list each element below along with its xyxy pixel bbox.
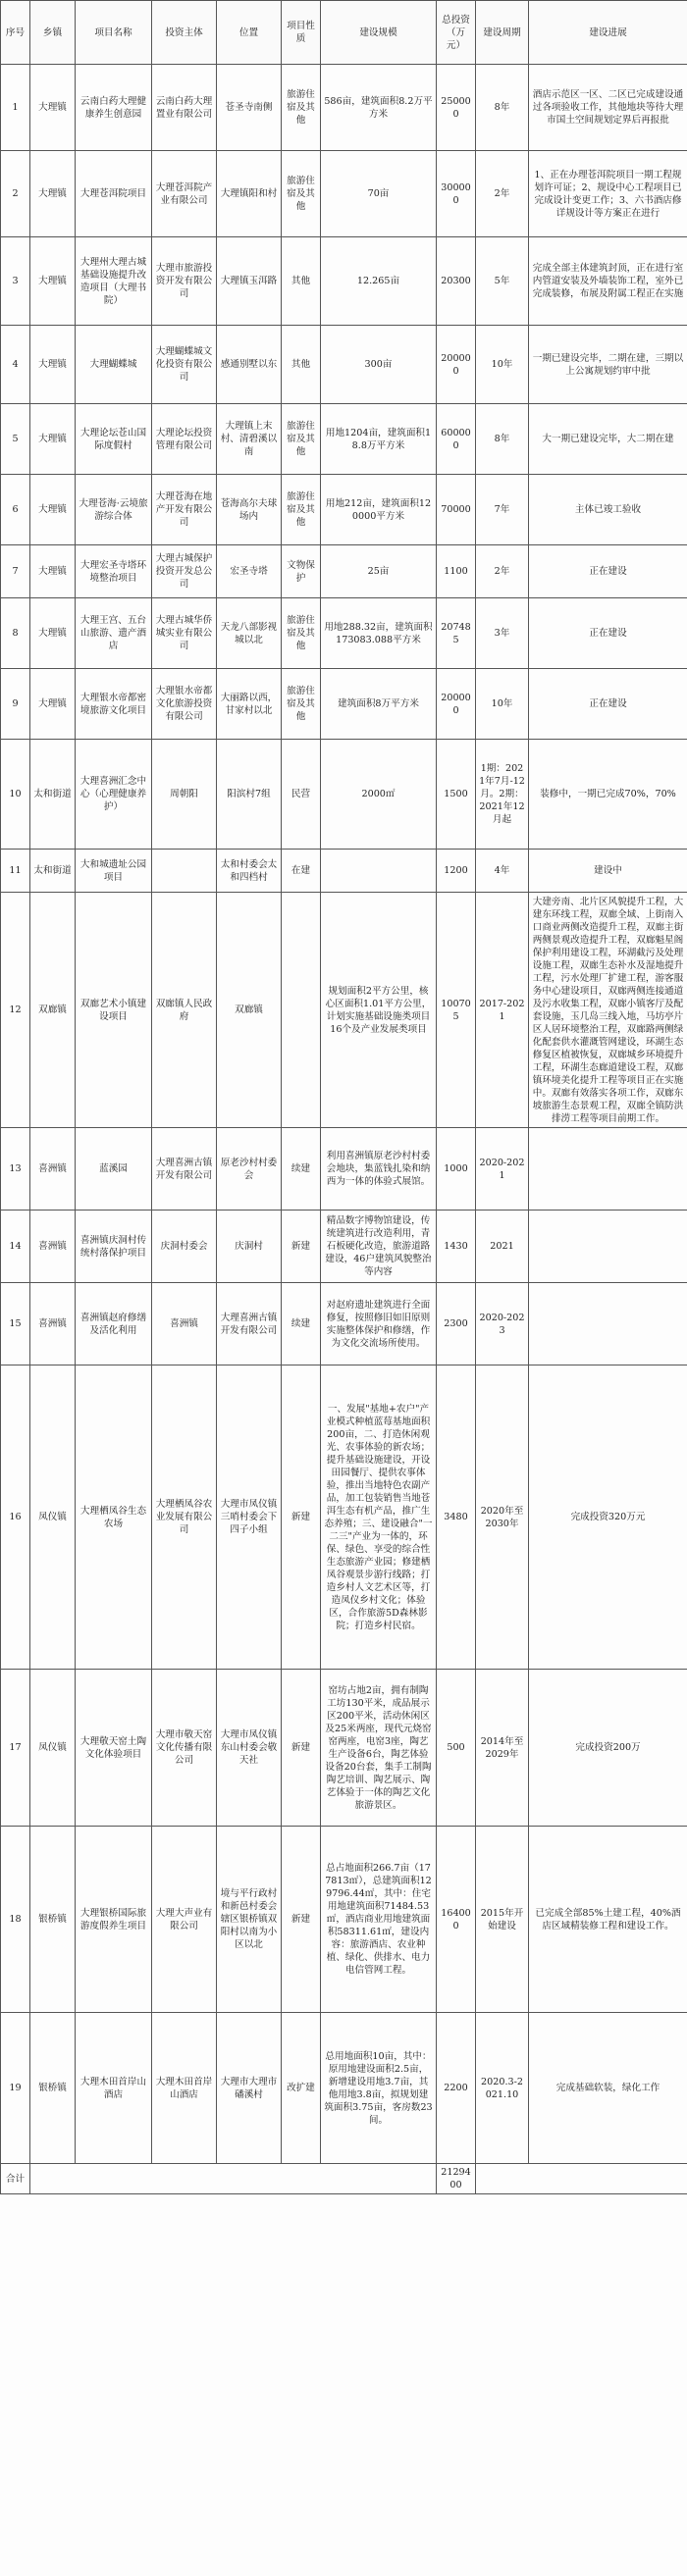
row-nature: 其他 (282, 326, 321, 404)
row-investment: 70000 (437, 475, 476, 545)
header-location: 位置 (217, 1, 282, 65)
row-period: 2020-2023 (476, 1283, 529, 1365)
row-town: 大理镇 (30, 326, 76, 404)
row-town: 大理镇 (30, 65, 76, 151)
row-investment: 100705 (437, 893, 476, 1128)
row-progress: 装修中，一期已完成70%，70% (529, 740, 687, 850)
row-investment: 1500 (437, 740, 476, 850)
table-row (1, 1827, 687, 2013)
row-location: 宏圣寺塔 (217, 545, 282, 598)
row-location: 境与平行政村和新邑村委会辖区银桥镇双阳村以南为小区以北 (217, 1827, 282, 2013)
row-name: 蓝溪园 (76, 1128, 152, 1211)
row-scale: 规划面积2平方公里，核心区面积1.01平方公里，计划实施基础设施类项目16个及产业发展类项目 (321, 893, 437, 1128)
row-name: 大理喜洲汇念中心（心理健康养护） (76, 740, 152, 850)
row-town: 双廊镇 (30, 893, 76, 1128)
table-row (1, 598, 687, 669)
row-name: 大和城遗址公园项目 (76, 850, 152, 893)
row-investor: 云南白药大理置业有限公司 (152, 65, 217, 151)
row-town: 太和街道 (30, 740, 76, 850)
row-location: 苍海高尔夫球场内 (217, 475, 282, 545)
row-location: 苍圣寺南侧 (217, 65, 282, 151)
row-progress (529, 1128, 687, 1211)
total-row (1, 2164, 687, 2194)
row-nature: 改扩建 (282, 2013, 321, 2164)
row-investor: 大理银水帝都文化旅游投资有限公司 (152, 669, 217, 740)
row-investor: 大理苍海在地产开发有限公司 (152, 475, 217, 545)
row-investor: 大理喜洲古镇开发有限公司 (152, 1128, 217, 1211)
row-town: 大理镇 (30, 598, 76, 669)
row-progress: 完成全部主体建筑封顶，正在进行室内管道安装及外墙装饰工程，室外已完成装修，布展及附属工程正在实施 (529, 237, 687, 326)
table-row (1, 850, 687, 893)
row-location: 大理市大理市磻溪村 (217, 2013, 282, 2164)
row-investment: 2300 (437, 1283, 476, 1365)
row-progress (529, 1211, 687, 1283)
row-id: 5 (1, 404, 30, 475)
row-nature: 新建 (282, 1365, 321, 1670)
row-town: 凤仪镇 (30, 1365, 76, 1670)
row-investment: 164000 (437, 1827, 476, 2013)
row-investor: 喜洲镇 (152, 1283, 217, 1365)
total-blank-end (476, 2164, 687, 2194)
row-nature: 旅游住宿及其他 (282, 151, 321, 237)
row-location: 大理市凤仪镇东山村委会敬天社 (217, 1670, 282, 1827)
total-investment: 2129400 (437, 2164, 476, 2194)
row-name: 大理蝴蝶城 (76, 326, 152, 404)
row-name: 云南白药大理健康养生创意园 (76, 65, 152, 151)
row-scale: 精品数字博物馆建设，传统建筑进行改造利用，青石板硬化改造，旅游道路建设，46户建筑风貌整治等内容 (321, 1211, 437, 1283)
table-row (1, 404, 687, 475)
row-progress: 完成投资200万 (529, 1670, 687, 1827)
row-scale: 25亩 (321, 545, 437, 598)
row-id: 6 (1, 475, 30, 545)
table-row (1, 1128, 687, 1211)
row-scale: 用地288.32亩，建筑面积173083.088平方米 (321, 598, 437, 669)
row-scale: 用地212亩，建筑面积120000平方米 (321, 475, 437, 545)
row-location: 双廊镇 (217, 893, 282, 1128)
row-period: 4年 (476, 850, 529, 893)
row-id: 7 (1, 545, 30, 598)
row-progress: 酒店示范区一区、二区已完成建设通过各项验收工作，其他地块等待大理市国土空间规划定界后再报批 (529, 65, 687, 151)
row-investment: 2200 (437, 2013, 476, 2164)
row-nature: 在建 (282, 850, 321, 893)
row-nature: 文物保护 (282, 545, 321, 598)
row-progress: 完成投资320万元 (529, 1365, 687, 1670)
table-row (1, 669, 687, 740)
row-progress: 主体已竣工验收 (529, 475, 687, 545)
row-town: 大理镇 (30, 237, 76, 326)
row-location: 庆洞村 (217, 1211, 282, 1283)
row-id: 11 (1, 850, 30, 893)
row-name: 喜洲镇庆洞村传统村落保护项目 (76, 1211, 152, 1283)
row-town: 大理镇 (30, 404, 76, 475)
row-nature: 新建 (282, 1827, 321, 2013)
row-investment: 500 (437, 1670, 476, 1827)
row-town: 喜洲镇 (30, 1128, 76, 1211)
table-row (1, 893, 687, 1128)
row-scale: 70亩 (321, 151, 437, 237)
header-investment: 总投资（万元） (437, 1, 476, 65)
row-name: 大理宏圣寺塔环境整治项目 (76, 545, 152, 598)
row-period: 2020年至2030年 (476, 1365, 529, 1670)
header-period: 建设周期 (476, 1, 529, 65)
row-id: 10 (1, 740, 30, 850)
row-investor: 双廊镇人民政府 (152, 893, 217, 1128)
row-nature (282, 893, 321, 1128)
row-period: 2017-2021 (476, 893, 529, 1128)
row-name: 大理王宫、五台山旅游、遗产酒店 (76, 598, 152, 669)
row-investment: 3480 (437, 1365, 476, 1670)
total-label: 合计 (1, 2164, 30, 2194)
row-investor: 大理大声业有限公司 (152, 1827, 217, 2013)
row-name: 大理木田首岸山酒店 (76, 2013, 152, 2164)
row-town: 大理镇 (30, 475, 76, 545)
row-investor: 大理栖凤谷农业发展有限公司 (152, 1365, 217, 1670)
row-name: 大理栖凤谷生态农场 (76, 1365, 152, 1670)
row-scale: 300亩 (321, 326, 437, 404)
row-id: 14 (1, 1211, 30, 1283)
row-nature: 旅游住宿及其他 (282, 404, 321, 475)
row-investor (152, 850, 217, 893)
row-scale: 586亩，建筑面积8.2万平方米 (321, 65, 437, 151)
table-row (1, 65, 687, 151)
row-investor: 大理古城保护投资开发总公司 (152, 545, 217, 598)
row-period: 2014年至2029年 (476, 1670, 529, 1827)
table-row (1, 475, 687, 545)
row-period: 7年 (476, 475, 529, 545)
row-investment: 20300 (437, 237, 476, 326)
table-row (1, 237, 687, 326)
row-period: 8年 (476, 65, 529, 151)
row-location: 天龙八部影视城以北 (217, 598, 282, 669)
row-scale: 12.265亩 (321, 237, 437, 326)
row-period: 2015年开始建设 (476, 1827, 529, 2013)
row-scale: 利用喜洲镇原老沙村村委会地块，集蓝钱扎染和纳西为一体的体验式展馆。 (321, 1128, 437, 1211)
header-id: 序号 (1, 1, 30, 65)
row-investment: 1000 (437, 1128, 476, 1211)
row-nature: 旅游住宿及其他 (282, 669, 321, 740)
row-nature: 旅游住宿及其他 (282, 65, 321, 151)
row-id: 1 (1, 65, 30, 151)
row-progress: 完成基础软装，绿化工作 (529, 2013, 687, 2164)
row-period: 10年 (476, 326, 529, 404)
row-id: 2 (1, 151, 30, 237)
row-name: 大理论坛苍山国际度假村 (76, 404, 152, 475)
row-town: 银桥镇 (30, 2013, 76, 2164)
row-id: 4 (1, 326, 30, 404)
row-investment: 600000 (437, 404, 476, 475)
row-name: 大理苍海·云境旅游综合体 (76, 475, 152, 545)
row-investment: 1100 (437, 545, 476, 598)
row-town: 大理镇 (30, 151, 76, 237)
table-row (1, 1365, 687, 1670)
row-location: 太和村委会太和四档村 (217, 850, 282, 893)
table-row (1, 1283, 687, 1365)
row-scale (321, 850, 437, 893)
row-nature: 续建 (282, 1128, 321, 1211)
row-location: 大理喜洲古镇开发有限公司 (217, 1283, 282, 1365)
row-period: 1期：2021年7月-12月。2期：2021年12月起 (476, 740, 529, 850)
row-name: 大理银水帝都密境旅游文化项目 (76, 669, 152, 740)
table-row (1, 151, 687, 237)
row-nature: 民营 (282, 740, 321, 850)
row-nature: 旅游住宿及其他 (282, 475, 321, 545)
row-name: 大理敬天窑土陶文化体验项目 (76, 1670, 152, 1827)
row-scale: 一、发展"基地+农户"产业模式种植蓝莓基地面积200亩，二、打造休闲观光、农事体验的新农场；提升基础设施建设，开设田园餐厅、提供农事体验，推出当地特色农副产品，加工包装销售当地苍洱生态有机产品，推广生态养殖；三、建设融合"一二三"产业为一体的，环保、绿色、享受的综合性生态旅游产业园；修建栖凤谷观景步游行线路；打造乡村人文艺术区等，打造凤仪乡村文化；体验区，合作旅游5D森林影院；打造乡村民宿。 (321, 1365, 437, 1670)
table-row (1, 1211, 687, 1283)
row-name: 双廊艺术小镇建设项目 (76, 893, 152, 1128)
row-period: 2年 (476, 545, 529, 598)
row-period: 2年 (476, 151, 529, 237)
table-row (1, 2013, 687, 2164)
row-id: 12 (1, 893, 30, 1128)
row-investor: 大理木田首岸山酒店 (152, 2013, 217, 2164)
row-location: 感通别墅以东 (217, 326, 282, 404)
row-scale: 窑坊占地2亩，拥有制陶工坊130平米，成品展示区200平米，活动休闲区及25米两座，现代元烧窑窑两座，电窑3座，陶艺生产设备6台，陶艺体验设备20台套，集手工制陶陶艺培训、陶艺展示、陶艺体验于一体的陶艺文化旅游景区。 (321, 1670, 437, 1827)
row-name: 喜洲镇赵府修缮及活化利用 (76, 1283, 152, 1365)
row-location: 阳滨村7组 (217, 740, 282, 850)
table-row (1, 326, 687, 404)
row-progress: 已完成全部85%土建工程，40%酒店区域精装修工程和建设工作。 (529, 1827, 687, 2013)
row-nature: 旅游住宿及其他 (282, 598, 321, 669)
row-investment: 207485 (437, 598, 476, 669)
table-row (1, 545, 687, 598)
row-town: 喜洲镇 (30, 1283, 76, 1365)
row-location: 大丽路以西，甘家村以北 (217, 669, 282, 740)
row-investment: 300000 (437, 151, 476, 237)
row-investor: 大理论坛投资管理有限公司 (152, 404, 217, 475)
row-scale: 总用地面积10亩，其中：原用地建设面积2.5亩，新增建设用地3.7亩，其他用地3.8亩，拟规划建筑面积3.75亩，客房数23间。 (321, 2013, 437, 2164)
total-blank (30, 2164, 437, 2194)
row-investment: 1200 (437, 850, 476, 893)
row-period: 5年 (476, 237, 529, 326)
row-period: 3年 (476, 598, 529, 669)
row-scale: 用地1204亩，建筑面积18.8万平方米 (321, 404, 437, 475)
table-row (1, 1670, 687, 1827)
row-id: 16 (1, 1365, 30, 1670)
row-investor: 庆洞村委会 (152, 1211, 217, 1283)
row-investor: 大理苍洱院产业有限公司 (152, 151, 217, 237)
row-progress: 大一期已建设完毕，大二期在建 (529, 404, 687, 475)
row-town: 喜洲镇 (30, 1211, 76, 1283)
header-row (1, 1, 687, 65)
row-progress: 大建旁南、北片区风貌提升工程，大建东环线工程，双廊全域、上街南入口商业两侧改造提升工程，双廊主街两侧景观改造提升工程，双廊魁星阁保护利用建设工程，环湖截污及处理设施工程，双廊生态补水及湿地提升工程，污水处理厂扩建工程，游客服务中心建设项目，双廊两侧连接通道及污水收集工程，双廊小镇客厅及配套设施，玉几岛三线入地，马坊亭片区人居环境整治工程，双廊路两侧绿化配套供水灌溉管网建设，环湖生态修复区植被恢复，双廊城乡环境提升工程，环湖生态廊道建设工程，双廊镇环境美化提升工程等项目正在实施中。双廊有效落实各项工作，双廊东坡旅游生态景观工程，双廊全镇防洪排涝工程等项目前期工作。 (529, 893, 687, 1128)
row-period: 2020-2021 (476, 1128, 529, 1211)
header-nature: 项目性质 (282, 1, 321, 65)
row-nature: 续建 (282, 1283, 321, 1365)
row-period: 10年 (476, 669, 529, 740)
row-town: 大理镇 (30, 545, 76, 598)
row-scale: 2000㎡ (321, 740, 437, 850)
row-investment: 1430 (437, 1211, 476, 1283)
row-investor: 周朝阳 (152, 740, 217, 850)
header-progress: 建设进展 (529, 1, 687, 65)
table-row (1, 740, 687, 850)
row-investor: 大理古城华侨城实业有限公司 (152, 598, 217, 669)
row-scale: 对赵府遗址建筑进行全面修复，按照修旧如旧原则实施整体保护和修缮，作为文化交流场所使用。 (321, 1283, 437, 1365)
row-id: 17 (1, 1670, 30, 1827)
header-scale: 建设规模 (321, 1, 437, 65)
row-progress: 正在建设 (529, 669, 687, 740)
row-id: 3 (1, 237, 30, 326)
row-location: 大理镇阳和村 (217, 151, 282, 237)
header-town: 乡镇 (30, 1, 76, 65)
row-location: 大理镇上末村、清碧溪以南 (217, 404, 282, 475)
row-period: 2021 (476, 1211, 529, 1283)
row-period: 2020.3-2021.10 (476, 2013, 529, 2164)
row-progress (529, 1283, 687, 1365)
row-progress: 建设中 (529, 850, 687, 893)
header-name: 项目名称 (76, 1, 152, 65)
row-nature: 新建 (282, 1211, 321, 1283)
row-id: 9 (1, 669, 30, 740)
row-investor: 大理市敬天窑文化传播有限公司 (152, 1670, 217, 1827)
row-investor: 大理市旅游投资开发有限公司 (152, 237, 217, 326)
row-progress: 一期已建设完毕，二期在建，三期以上公寓规划约审中批 (529, 326, 687, 404)
row-investment: 200000 (437, 326, 476, 404)
row-name: 大理苍洱院项目 (76, 151, 152, 237)
row-progress: 1、正在办理苍洱院项目一期工程规划许可证；2、规设中心工程项目已完成设计变更工作；3、六书酒店修详规设计等方案正在进行 (529, 151, 687, 237)
row-investment: 200000 (437, 669, 476, 740)
row-location: 大理镇玉洱路 (217, 237, 282, 326)
row-name: 大理银桥国际旅游度假养生项目 (76, 1827, 152, 2013)
row-name: 大理州大理古城基础设施提升改造项目（大理书院） (76, 237, 152, 326)
row-town: 太和街道 (30, 850, 76, 893)
row-scale: 总占地面积266.7亩（177813㎡），总建筑面积129796.44㎡，其中：住宅用地建筑面积71484.53㎡，酒店商业用地建筑面积58311.61㎡，建设内容：旅游酒店、农业种植、绿化、供排水、电力电信管网工程。 (321, 1827, 437, 2013)
row-town: 大理镇 (30, 669, 76, 740)
row-investment: 250000 (437, 65, 476, 151)
row-location: 原老沙村村委会 (217, 1128, 282, 1211)
row-id: 15 (1, 1283, 30, 1365)
row-id: 8 (1, 598, 30, 669)
header-investor: 投资主体 (152, 1, 217, 65)
row-town: 银桥镇 (30, 1827, 76, 2013)
row-investor: 大理蝴蝶城文化投资有限公司 (152, 326, 217, 404)
row-id: 19 (1, 2013, 30, 2164)
row-progress: 正在建设 (529, 545, 687, 598)
row-scale: 建筑面积8万平方米 (321, 669, 437, 740)
row-nature: 新建 (282, 1670, 321, 1827)
row-nature: 其他 (282, 237, 321, 326)
row-location: 大理市凤仪镇三哨村委会下四子小组 (217, 1365, 282, 1670)
row-period: 8年 (476, 404, 529, 475)
row-id: 13 (1, 1128, 30, 1211)
row-town: 凤仪镇 (30, 1670, 76, 1827)
row-id: 18 (1, 1827, 30, 2013)
row-progress: 正在建设 (529, 598, 687, 669)
